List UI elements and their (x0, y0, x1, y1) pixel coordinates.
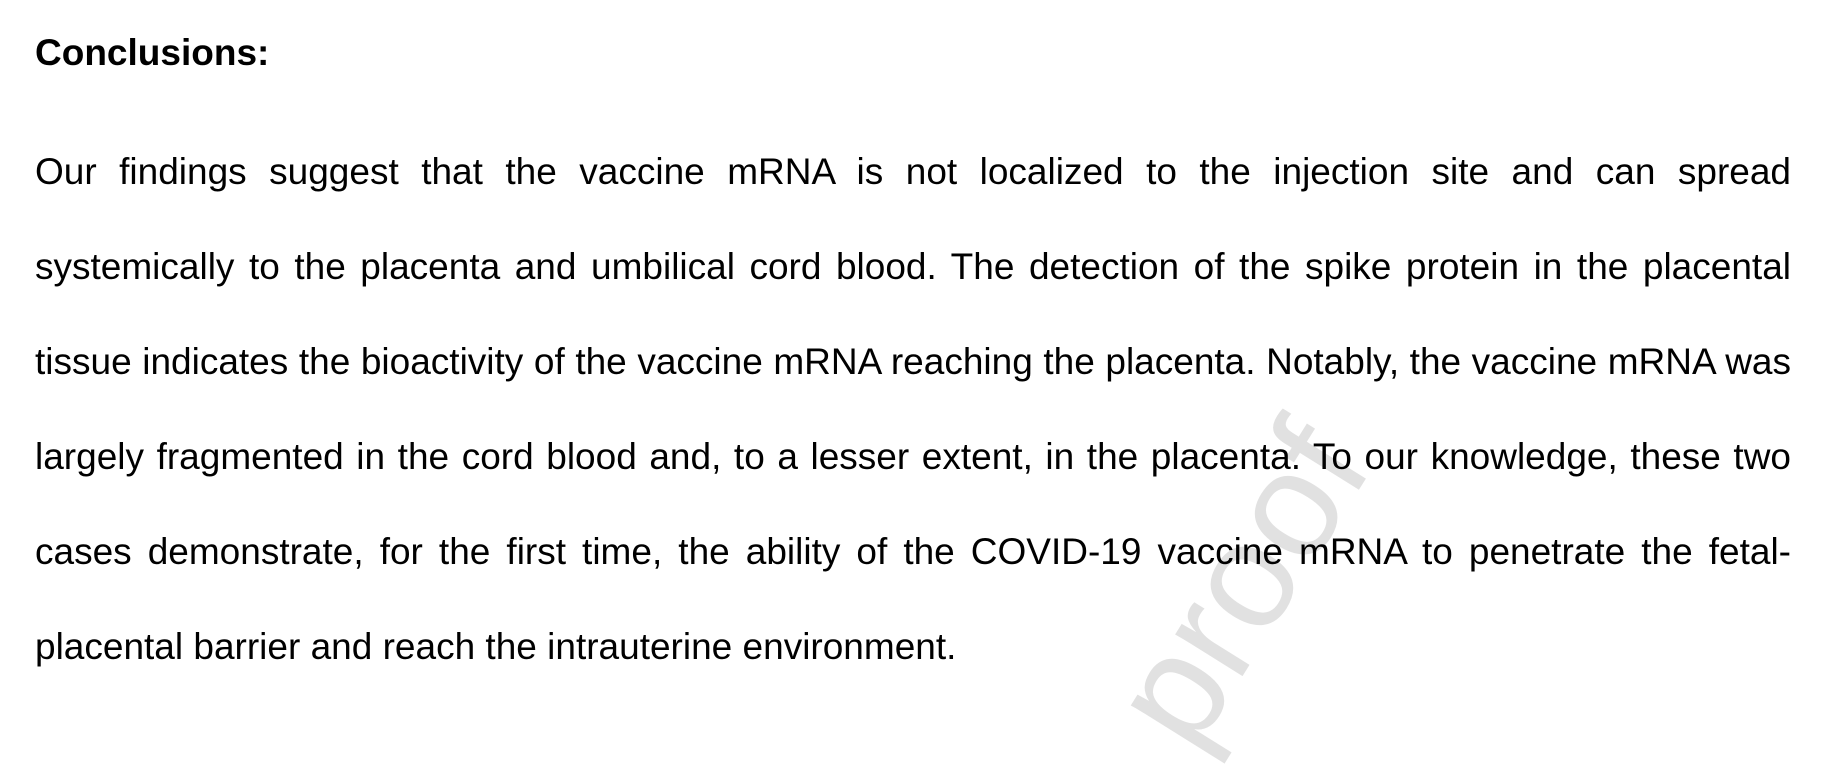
section-heading: Conclusions: (35, 32, 270, 73)
journal-pre-proof-watermark: proof (1077, 393, 1402, 773)
conclusions-paragraph: Our findings suggest that the vaccine mRNA is not localized to the injection site and can spread systemically to the placenta and umbilical cord blood. The detection of the spike protein in the placental tissue indicates the bioactivity of the vaccine mRNA reaching the placenta. Notably, the vaccine mRNA was largely fragmented in the cord blood and, to a lesser extent, in the placenta. To our knowledge, these two cases demonstrate, for the first time, the ability of the COVID-19 vaccine mRNA to penetrate the fetal-placental barrier and reach the intrauterine environment. (35, 151, 1791, 667)
